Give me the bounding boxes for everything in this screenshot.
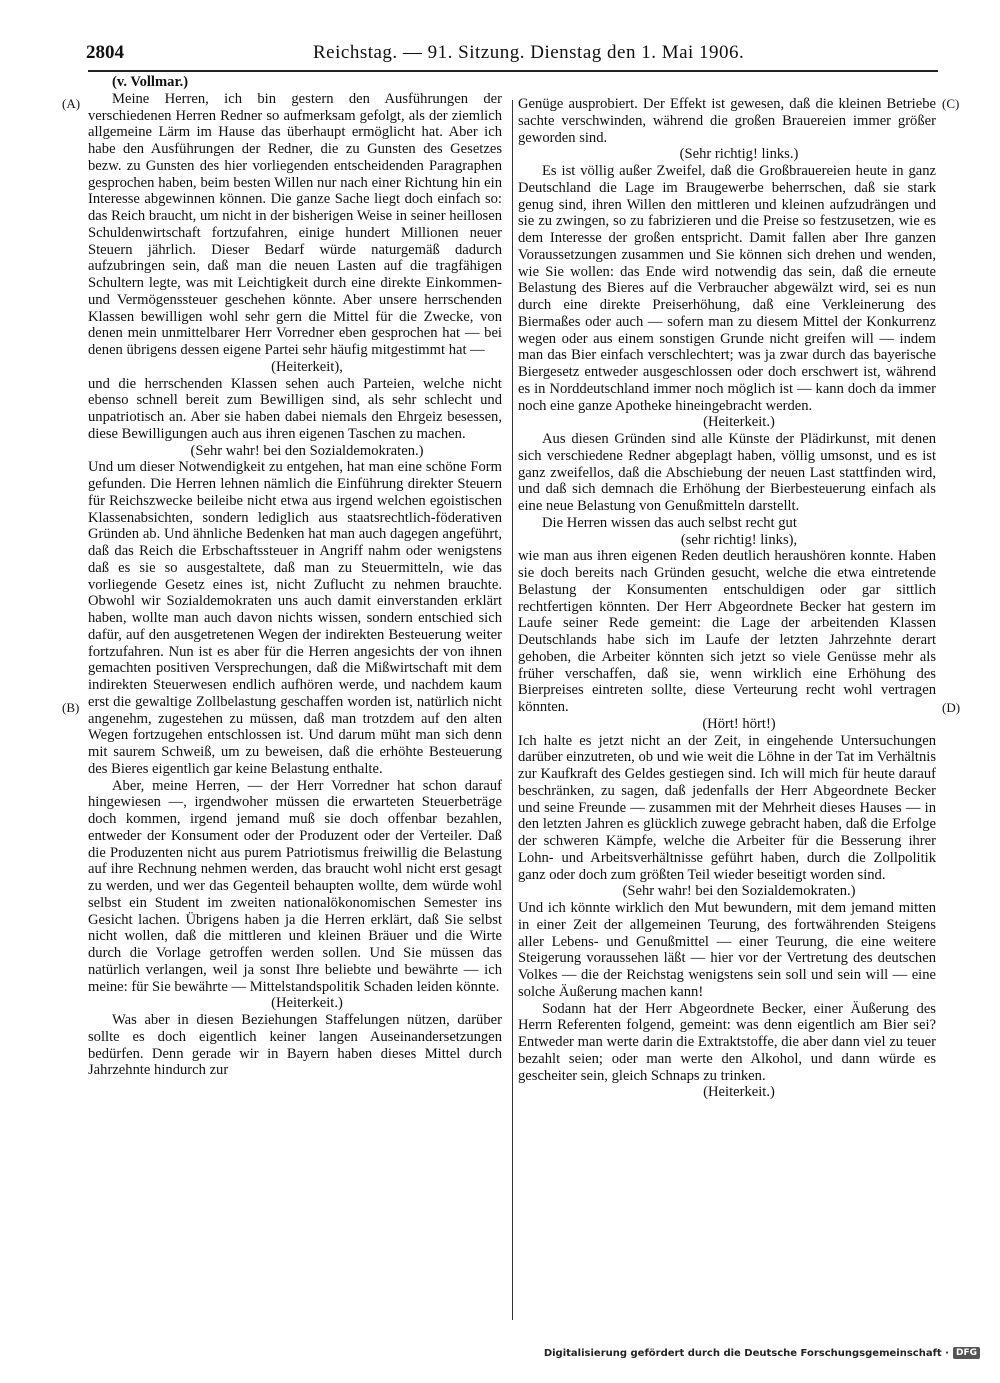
right-column [518, 96, 936, 1101]
paragraph: Es ist völlig außer Zweifel, daß die Großbrauereien heute in ganz Deutschland die Lage im Braugewerbe beherrschen, daß sie stark genug sind, ihren Willen den mittleren und kleinen aufzudrängen und sie zu zwingen, so zu fabrizieren und die Preise so festzusetzen, wie es dem Interesse der großen entspricht. Damit fallen aber Ihre ganzen Voraussetzungen zusammen und Sie können sich drehen und wenden, wie Sie wollen: das Ende wird notwendig das sein, daß die erneute Belastung des Bieres auf die Verbraucher abgewälzt wird, sei es nun durch eine direkte Preiserhöhung, daß eine Verkleinerung des Biermaßes oder auch — sofern man zu diesem Mittel der Konkurrenz wegen oder aus einem sonstigen Grunde nicht greifen will — indem man das Bier einfach verschlechtert; was ja zwar durch das bayerische Biergesetz entweder ausgeschlossen oder doch erschwert ist, während es in Norddeutschland immer noch möglich ist — kann doch da immer noch eine ganze Apotheke hineingebracht werden. [518, 163, 936, 414]
reaction: (Heiterkeit.) [271, 995, 343, 1012]
paragraph: Aus diesen Gründen sind alle Künste der Plädirkunst, mit denen sich verschiedene Redner abgeplagt haben, völlig umsonst, und es ist ganz zweifellos, daß die Abschiebung der neuen Last stattfinden wird, und daß sich demnach die Erhöhung der Bierbesteuerung einfach als eine neue Belastung von Genußmitteln darstellt. [518, 431, 936, 514]
paragraph: Und um dieser Notwendigkeit zu entgehen, hat man eine schöne Form gefunden. Die Herren lehnen nämlich die Einführung direkter Steuern für Reichszwecke beileibe nicht etwa aus irgend welchen egoistischen Klassenabsichten, sondern lediglich aus staatsrechtlich-föderativen Gründen ab. Und ähnliche Bedenken hat man auch dagegen angeführt, daß das Reich die Erbschaftssteuer in Angriff nahm oder wenigstens daß es sie so ausgestaltete, daß man zu Steuermitteln, wie das vorliegende Gesetz eines ist, nicht Zuflucht zu nehmen brauchte. Obwohl wir Sozialdemokraten uns auch damit einverstanden erklärt haben, wollte man auch davon nichts wissen, sondern entschied sich dafür, auf den ausgetretenen Wegen der indirekten Besteuerung weiter fortzufahren. Nun ist es aber für die Herren angesichts der von ihnen gemachten positiven Versprechungen, daß die Mißwirtschaft mit dem indirekten Steuerwesen endlich aufhören werde, und nachdem kaum erst die gewaltige Zollbelastung geschaffen worden ist, natürlich nicht angenehm, zugestehen zu müssen, daß man trotzdem auf den alten Wegen fortzugehen entschlossen ist. Und darum müht man sich denn mit saurem Schweiß, um zu beweisen, daß die erhöhte Besteuerung des Bieres eigentlich gar keine Belastung enthalte. [88, 459, 502, 777]
reaction: (sehr richtig! links), [680, 531, 798, 548]
paragraph: Meine Herren, ich bin gestern den Ausführungen der verschiedenen Herren Redner so aufmerksam gefolgt, als der ziemlich allgemeine Lärm im Hause das überhaupt ermöglicht hat. Aber ich habe den Ausführungen der Redner, die zu Gunsten des Gesetzes bezw. zu Gunsten des hier vorliegenden entscheidenden Paragraphen gesprochen haben, beim besten Willen nur nach einer Richtung hin ein Interesse abgewinnen können. Die ganze Sache liegt doch einfach so: das Reich braucht, um nicht in der bisherigen Weise in seiner heillosen Schuldenwirtschaft fortzufahren, einige hundert Millionen neuer Steuern jährlich. Dieser Bedarf würde naturgemäß dadurch aufzubringen sein, daß man die neuen Lasten auf die tragfähigen Schultern legte, was mit Leichtigkeit durch eine direkte Einkommen- und Vermögenssteuer geschehen könnte. Aber unsere herrschenden Klassen bewilligen wohl sehr gern die Mittel für die Zwecke, von denen mein unmittelbarer Herr Vorredner eben gesprochen hat — bei denen übrigens dessen eigene Partei sehr häufig mitgestimmt hat — [88, 90, 502, 358]
paragraph: wie man aus ihren eigenen Reden deutlich heraushören konnte. Haben sie doch bereits nach Gründen gesucht, welche die etwa eintretende Belastung der Konsumenten entschuldigen oder gar sittlich rechtfertigen könnten. Der Herr Abgeordnete Becker hat gestern im Laufe seiner Rede gemeint: die Lage der arbeitenden Klassen Deutschlands habe sich im Laufe der letzten Jahrzehnte derart gehoben, die Arbeiter könnten sich jetzt so viele Genüsse mehr als früher verschaffen, daß sie, wenn wirklich eine Erhöhung des Bierpreises eintreten sollte, diese Verteurung recht wohl vertragen könnten. [518, 548, 936, 715]
running-title: Reichstag. — 91. Sitzung. Dienstag den 1. Mai 1906. [313, 42, 745, 63]
reaction: (Heiterkeit.) [703, 1084, 775, 1101]
column-divider [512, 100, 513, 1320]
reaction: (Heiterkeit.) [703, 414, 775, 431]
margin-marker-a: (A) [62, 96, 81, 111]
reaction: (Hört! hört!) [702, 715, 776, 732]
margin-marker-b: (B) [62, 700, 80, 715]
credit-text: Digitalisierung gefördert durch die Deutsche Forschungsgemeinschaft · [543, 1347, 949, 1359]
reaction: (Sehr wahr! bei den Sozialdemokraten.) [190, 442, 424, 459]
header-rule [88, 70, 938, 72]
reaction: (Sehr richtig! links.) [679, 146, 799, 163]
paragraph: Was aber in diesen Beziehungen Staffelungen nützen, darüber sollte es doch eigentlich keiner langen Auseinandersetzungen bedürfen. Denn gerade wir in Bayern haben dieses Mittel durch Jahrzehnte hindurch zur [88, 1012, 502, 1079]
reaction: (Sehr wahr! bei den Sozialdemokraten.) [622, 883, 856, 900]
page-header [88, 38, 928, 68]
margin-marker-c: (C) [942, 96, 960, 111]
paragraph: und die herrschenden Klassen sehen auch Parteien, welche nicht ebenso schnell bereit zum Bewilligen sind, als sehr schlecht und unpatriotisch an. Aber sie haben dabei niemals den Ehrgeiz besessen, diese Bewilligungen auch aus ihren eigenen Taschen zu machen. [88, 375, 502, 442]
paragraph: Genüge ausprobiert. Der Effekt ist gewesen, daß die kleinen Betriebe sachte verschwinden, während die großen Brauereien immer größer geworden sind. [518, 96, 936, 146]
paragraph: Aber, meine Herren, — der Herr Vorredner hat schon darauf hingewiesen —, irgendwoher müssen die erwarteten Steuerbeträge doch kommen, irgend jemand muß sie doch offenbar bezahlen, entweder der Konsument oder der Produzent oder der Verteiler. Daß die Produzenten nicht aus purem Patriotismus freiwillig die Belastung auf ihre Rechnung nehmen werden, das braucht wohl nicht erst gesagt zu werden, und wer das Gegenteil behaupten wollte, dem würde wohl selbst ein Student im zweiten nationalökonomischen Semester ins Gesicht lachen. Übrigens haben ja die Herren erklärt, daß Sie selbst nicht wollen, daß die mittleren und kleinen Bräuer und die Wirte durch die Vorlage getroffen werden sollen. Und Sie müssen das natürlich verlangen, weil ja sonst Ihre beliebte und bewährte — ich meine: für Sie bewährte — Mittelstandspolitik Schaden leiden könnte. [88, 777, 502, 995]
dfg-logo-icon: DFG [953, 1347, 980, 1359]
paragraph: Sodann hat der Herr Abgeordnete Becker, einer Äußerung des Herrn Referenten folgend, gemeint: was denn eigentlich am Bier sei? Entweder man werte darin die Extraktstoffe, die aber dann viel zu teuer bezahlt seien; oder man werte den Alkohol, und dann würde es gescheiter sein, gleich Schnaps zu trinken. [518, 1000, 936, 1084]
speaker-label: (v. Vollmar.) [112, 74, 189, 90]
page-number: 2804 [86, 42, 124, 63]
paragraph: Die Herren wissen das auch selbst recht gut [542, 514, 797, 531]
left-column [88, 74, 502, 1079]
digitization-credit [544, 1347, 980, 1359]
paragraph: Ich halte es jetzt nicht an der Zeit, in eingehende Untersuchungen darüber einzutreten, ob und wie weit die Löhne in der Tat im Verhältnis zur Kaufkraft des Geldes gestiegen sind. Ich will mich für heute darauf beschränken, zu sagen, daß jedenfalls der Herr Abgeordnete Becker und seine Freunde — zusammen mit der Mehrheit dieses Hauses — in den letzten Jahren es glücklich zuwege gebracht haben, daß die Erfolge der schweren Kämpfe, welche die Arbeiter für die Besserung ihrer Lohn- und Arbeitsverhältnisse geführt haben, durch die Zollpolitik ganz oder doch zum größten Teil wieder beseitigt worden sind. [518, 732, 936, 883]
reaction: (Heiterkeit), [271, 358, 343, 375]
margin-marker-d: (D) [942, 700, 961, 715]
paragraph: Und ich könnte wirklich den Mut bewundern, mit dem jemand mitten in einer Zeit der allgemeinen Teurung, des fortwährenden Steigens aller Lebens- und Genußmittel — einer Teurung, die eine weitere Steigerung voraussehen läßt — hier vor der Vertretung des deutschen Volkes — die der Reichstag wenigstens sein soll und sein will — eine solche Äußerung machen kann! [518, 900, 936, 1000]
